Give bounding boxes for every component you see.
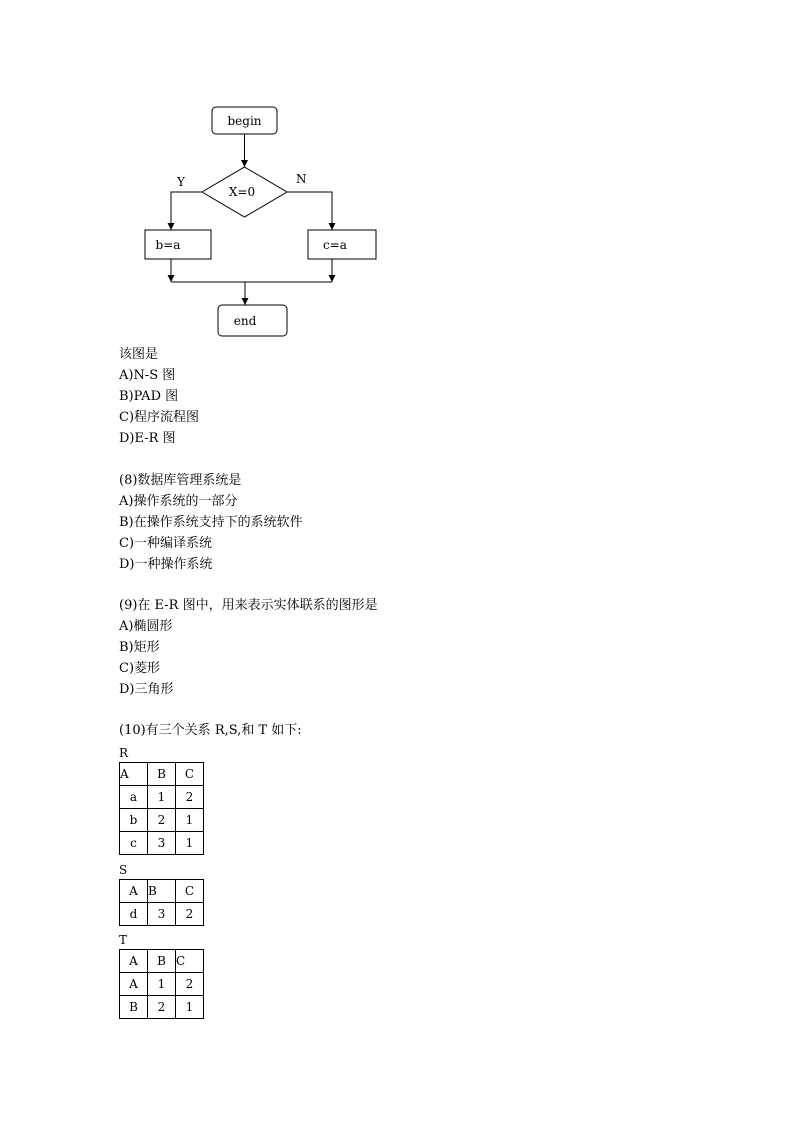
table-row (120, 996, 204, 1019)
q8-option-d: D)一种操作系统 (119, 557, 213, 572)
arrow-yes (171, 192, 202, 230)
question-9 (119, 595, 378, 700)
q7-option-a: A)N-S 图 (119, 368, 176, 383)
decision-label: X=0 (228, 185, 256, 199)
q7-stem: 该图是 (119, 347, 159, 362)
right-process-label: c=a (323, 238, 347, 252)
q7-option-b: B)PAD 图 (119, 389, 179, 404)
table-s (119, 879, 204, 926)
table-cell: C (176, 950, 204, 973)
table-cell: 1 (148, 973, 176, 996)
table-cell: b (120, 809, 148, 832)
end-label: end (233, 314, 257, 328)
table-cell: 2 (176, 973, 204, 996)
q9-option-a: A)椭圆形 (119, 619, 173, 634)
q10-stem: (10)有三个关系 R,S,和 T 如下: (119, 723, 302, 738)
table-row (120, 903, 204, 926)
table-cell: 3 (148, 832, 176, 855)
table-s-label: S (119, 863, 128, 877)
table-row (120, 950, 204, 973)
table-row (120, 809, 204, 832)
q8-stem: (8)数据库管理系统是 (119, 473, 242, 488)
table-cell: A (120, 763, 148, 786)
table-cell: 2 (148, 996, 176, 1019)
arrow-no (287, 192, 332, 230)
table-cell: 2 (176, 786, 204, 809)
table-cell: d (120, 903, 148, 926)
table-row (120, 832, 204, 855)
q8-option-c: C)一种编译系统 (119, 536, 213, 551)
table-cell: A (120, 880, 148, 903)
table-row (120, 973, 204, 996)
q8-option-b: B)在操作系统支持下的系统软件 (119, 515, 303, 530)
table-cell: B (148, 880, 176, 903)
q9-option-d: D)三角形 (119, 682, 174, 697)
table-cell: 2 (176, 903, 204, 926)
question-7 (119, 344, 199, 449)
table-cell: A (120, 973, 148, 996)
table-row (120, 786, 204, 809)
q7-option-c: C)程序流程图 (119, 410, 200, 425)
table-cell: B (120, 996, 148, 1019)
table-cell: 2 (148, 809, 176, 832)
table-cell: C (176, 880, 204, 903)
table-cell: 1 (148, 786, 176, 809)
table-cell: 1 (176, 809, 204, 832)
flowchart (130, 100, 390, 345)
table-cell: B (148, 950, 176, 973)
table-r-label: R (119, 746, 129, 760)
table-cell: 1 (176, 832, 204, 855)
table-cell: c (120, 832, 148, 855)
question-8 (119, 470, 303, 575)
q8-option-a: A)操作系统的一部分 (119, 494, 238, 509)
table-row (120, 763, 204, 786)
table-cell: 3 (148, 903, 176, 926)
table-cell: a (120, 786, 148, 809)
begin-label: begin (227, 114, 262, 128)
no-label: N (296, 172, 307, 186)
question-10 (119, 720, 302, 741)
table-row (120, 880, 204, 903)
q9-option-b: B)矩形 (119, 640, 160, 655)
table-cell: C (176, 763, 204, 786)
table-t (119, 949, 204, 1019)
table-cell: A (120, 950, 148, 973)
q9-option-c: C)菱形 (119, 661, 161, 676)
q9-stem: (9)在 E-R 图中，用来表示实体联系的图形是 (119, 598, 378, 613)
table-cell: B (148, 763, 176, 786)
table-cell: 1 (176, 996, 204, 1019)
table-t-label: T (119, 933, 128, 947)
q7-option-d: D)E-R 图 (119, 431, 176, 446)
left-process-label: b=a (155, 238, 181, 252)
yes-label: Y (177, 175, 185, 189)
table-r (119, 762, 204, 855)
